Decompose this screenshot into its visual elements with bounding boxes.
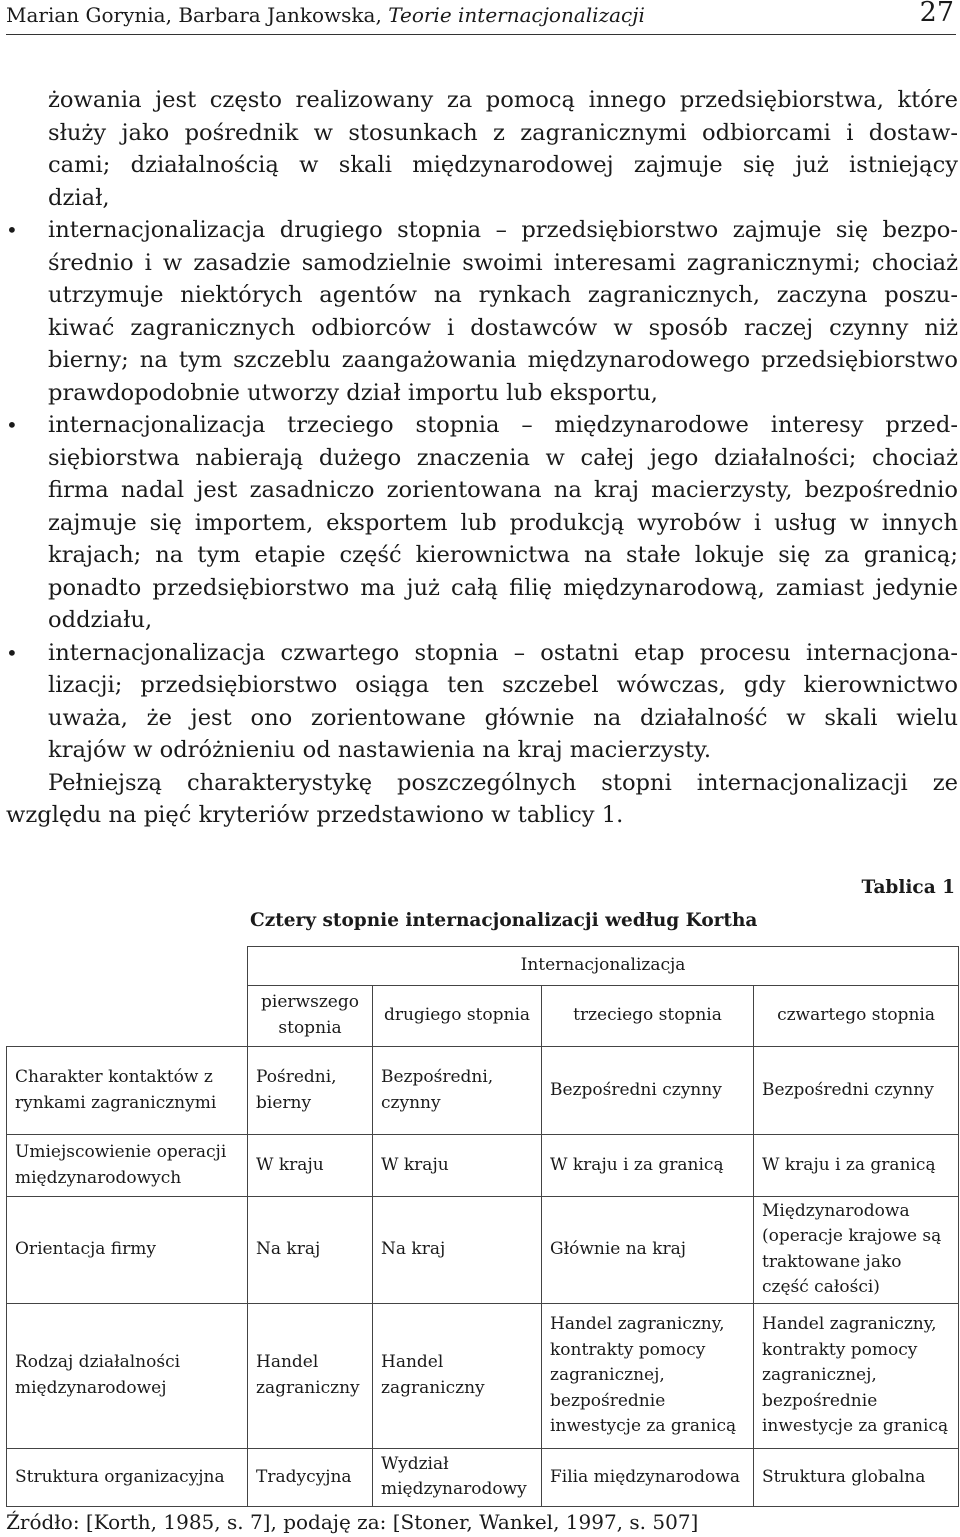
text-line: internacjonalizacja trzeciego stopnia – międzynarodowe interesy przed- bbox=[48, 412, 958, 438]
bullet-icon: • bbox=[6, 413, 18, 437]
text-line: krajach; na tym etapie część kierownictwa na stałe lokuje się za granicą; bbox=[48, 542, 958, 568]
table-cell: Handel zagraniczny bbox=[248, 1303, 373, 1448]
text-line: oddziału, bbox=[48, 607, 153, 633]
text-line: firma nadal jest zasadniczo zorientowana na kraj macierzysty, bezpośrednio bbox=[48, 477, 958, 503]
table-cell: Filia międzynarodowa bbox=[542, 1448, 754, 1506]
running-head-authors-title bbox=[6, 2, 645, 28]
column-header-4: czwartego stopnia bbox=[754, 985, 959, 1046]
bullet-item-line bbox=[0, 409, 958, 442]
text-line: lizacji; przedsiębiorstwo osiąga ten szczebel wówczas, gdy kierownictwo bbox=[48, 672, 958, 698]
row-criterion: Struktura organizacyjna bbox=[7, 1448, 248, 1506]
text-line: służy jako pośrednik w stosunkach z zagranicznymi odbiorcami i dostaw- bbox=[48, 119, 958, 146]
text-line: dział, bbox=[48, 184, 110, 211]
column-header-3: trzeciego stopnia bbox=[542, 985, 754, 1046]
text-line: cami; działalnością w skali międzynarodowej zajmuje się już istniejący bbox=[48, 152, 958, 178]
table-cell: W kraju bbox=[248, 1135, 373, 1196]
table-cell: Pośredni, bierny bbox=[248, 1046, 373, 1134]
text-line: krajów w odróżnieniu od nastawienia na kraj macierzysty. bbox=[48, 737, 712, 763]
table-cell: Głównie na kraj bbox=[542, 1196, 754, 1303]
header-rule bbox=[6, 34, 956, 35]
table-cell: Bezpośredni czynny bbox=[542, 1046, 754, 1134]
text-line: ponadto przedsiębiorstwo ma już całą filię międzynarodową, zamiast jedynie bbox=[48, 574, 958, 601]
text-line: utrzymuje niektórych agentów na rynkach zagranicznych, zaczyna poszu- bbox=[48, 282, 958, 308]
running-head-title: Teorie internacjonalizacji bbox=[388, 3, 645, 27]
table-cell: Handel zagraniczny, kontrakty pomocy zagranicznej, bezpośrednie inwestycje za granicą bbox=[754, 1303, 959, 1448]
table-cell: Tradycyjna bbox=[248, 1448, 373, 1506]
table-row bbox=[7, 1196, 959, 1303]
table-row bbox=[7, 1135, 959, 1196]
table-row bbox=[7, 1046, 959, 1134]
text-line: uważa, że jest ono zorientowane głównie na działalność w skali wielu bbox=[48, 704, 958, 731]
running-head-authors: Marian Gorynia, Barbara Jankowska, bbox=[6, 3, 382, 27]
table-cell: Handel zagraniczny, kontrakty pomocy zagranicznej, bezpośrednie inwestycje za granicą bbox=[542, 1303, 754, 1448]
bullet-icon: • bbox=[6, 640, 18, 665]
kortha-table bbox=[6, 946, 959, 1507]
text-line: średnio i w zasadzie samodzielnie swoimi interesami zagranicznymi; chociaż bbox=[48, 249, 958, 276]
table-cell: Struktura globalna bbox=[754, 1448, 959, 1506]
table-cell: Międzynarodowa (operacje krajowe są traktowane jako część całości) bbox=[754, 1196, 959, 1303]
table-row bbox=[7, 1448, 959, 1506]
text-line: względu na pięć kryteriów przedstawiono w tablicy 1. bbox=[6, 802, 624, 828]
text-line: Pełniejszą charakterystykę poszczególnych stopni internacjonalizacji ze bbox=[48, 769, 958, 796]
table-cell: W kraju bbox=[373, 1135, 542, 1196]
text-line: siębiorstwa nabierają dużego znaczenia w całej jego działalności; chociaż bbox=[48, 444, 958, 471]
text-line: prawdopodobnie utworzy dział importu lub eksportu, bbox=[48, 379, 658, 406]
table-title: Cztery stopnie internacjonalizacji według Kortha bbox=[250, 910, 758, 931]
text-line: internacjonalizacja drugiego stopnia – przedsiębiorstwo zajmuje się bezpo- bbox=[48, 217, 958, 243]
table-group-header-row bbox=[7, 947, 959, 986]
text-line: bierny; na tym szczeblu zaangażowania międzynarodowego przedsiębiorstwo bbox=[48, 347, 958, 373]
table-label: Tablica 1 bbox=[861, 877, 955, 898]
running-head bbox=[6, 2, 954, 32]
table-cell: W kraju i za granicą bbox=[754, 1135, 959, 1196]
table-cell: Na kraj bbox=[373, 1196, 542, 1303]
bullet-item-line bbox=[0, 637, 958, 670]
table-corner-cell bbox=[7, 947, 248, 1047]
table-row bbox=[7, 1303, 959, 1448]
row-criterion: Rodzaj działalności międzynarodowej bbox=[7, 1303, 248, 1448]
bullet-item-line bbox=[0, 214, 958, 247]
row-criterion: Umiejscowienie operacji międzynarodowych bbox=[7, 1135, 248, 1196]
column-header-1: pierwszego stopnia bbox=[248, 985, 373, 1046]
page-number: 27 bbox=[919, 0, 954, 28]
text-line: zajmuje się importem, eksportem lub produkcją wyrobów i usług w innych bbox=[48, 509, 958, 536]
column-header-2: drugiego stopnia bbox=[373, 985, 542, 1046]
table-cell: Handel zagraniczny bbox=[373, 1303, 542, 1448]
row-criterion: Charakter kontaktów z rynkami zagranicznymi bbox=[7, 1046, 248, 1134]
body-text bbox=[0, 84, 958, 832]
table-cell: Na kraj bbox=[248, 1196, 373, 1303]
row-criterion: Orientacja firmy bbox=[7, 1196, 248, 1303]
text-line: kiwać zagranicznych odbiorców i dostawców w sposób raczej czynny niż bbox=[48, 314, 958, 341]
bullet-icon: • bbox=[6, 218, 18, 242]
group-header-internacjonalizacja: Internacjonalizacja bbox=[248, 947, 959, 986]
text-line: żowania jest często realizowany za pomocą innego przedsiębiorstwa, które bbox=[48, 87, 958, 113]
table-cell: Wydział międzynarodowy bbox=[373, 1448, 542, 1506]
table-cell: Bezpośredni, czynny bbox=[373, 1046, 542, 1134]
table-source-note: Źródło: [Korth, 1985, s. 7], podaję za: [Stoner, Wankel, 1997, s. 507] bbox=[6, 1510, 699, 1534]
text-line: internacjonalizacja czwartego stopnia – ostatni etap procesu internacjona- bbox=[48, 639, 958, 666]
table-cell: W kraju i za granicą bbox=[542, 1135, 754, 1196]
table-cell: Bezpośredni czynny bbox=[754, 1046, 959, 1134]
